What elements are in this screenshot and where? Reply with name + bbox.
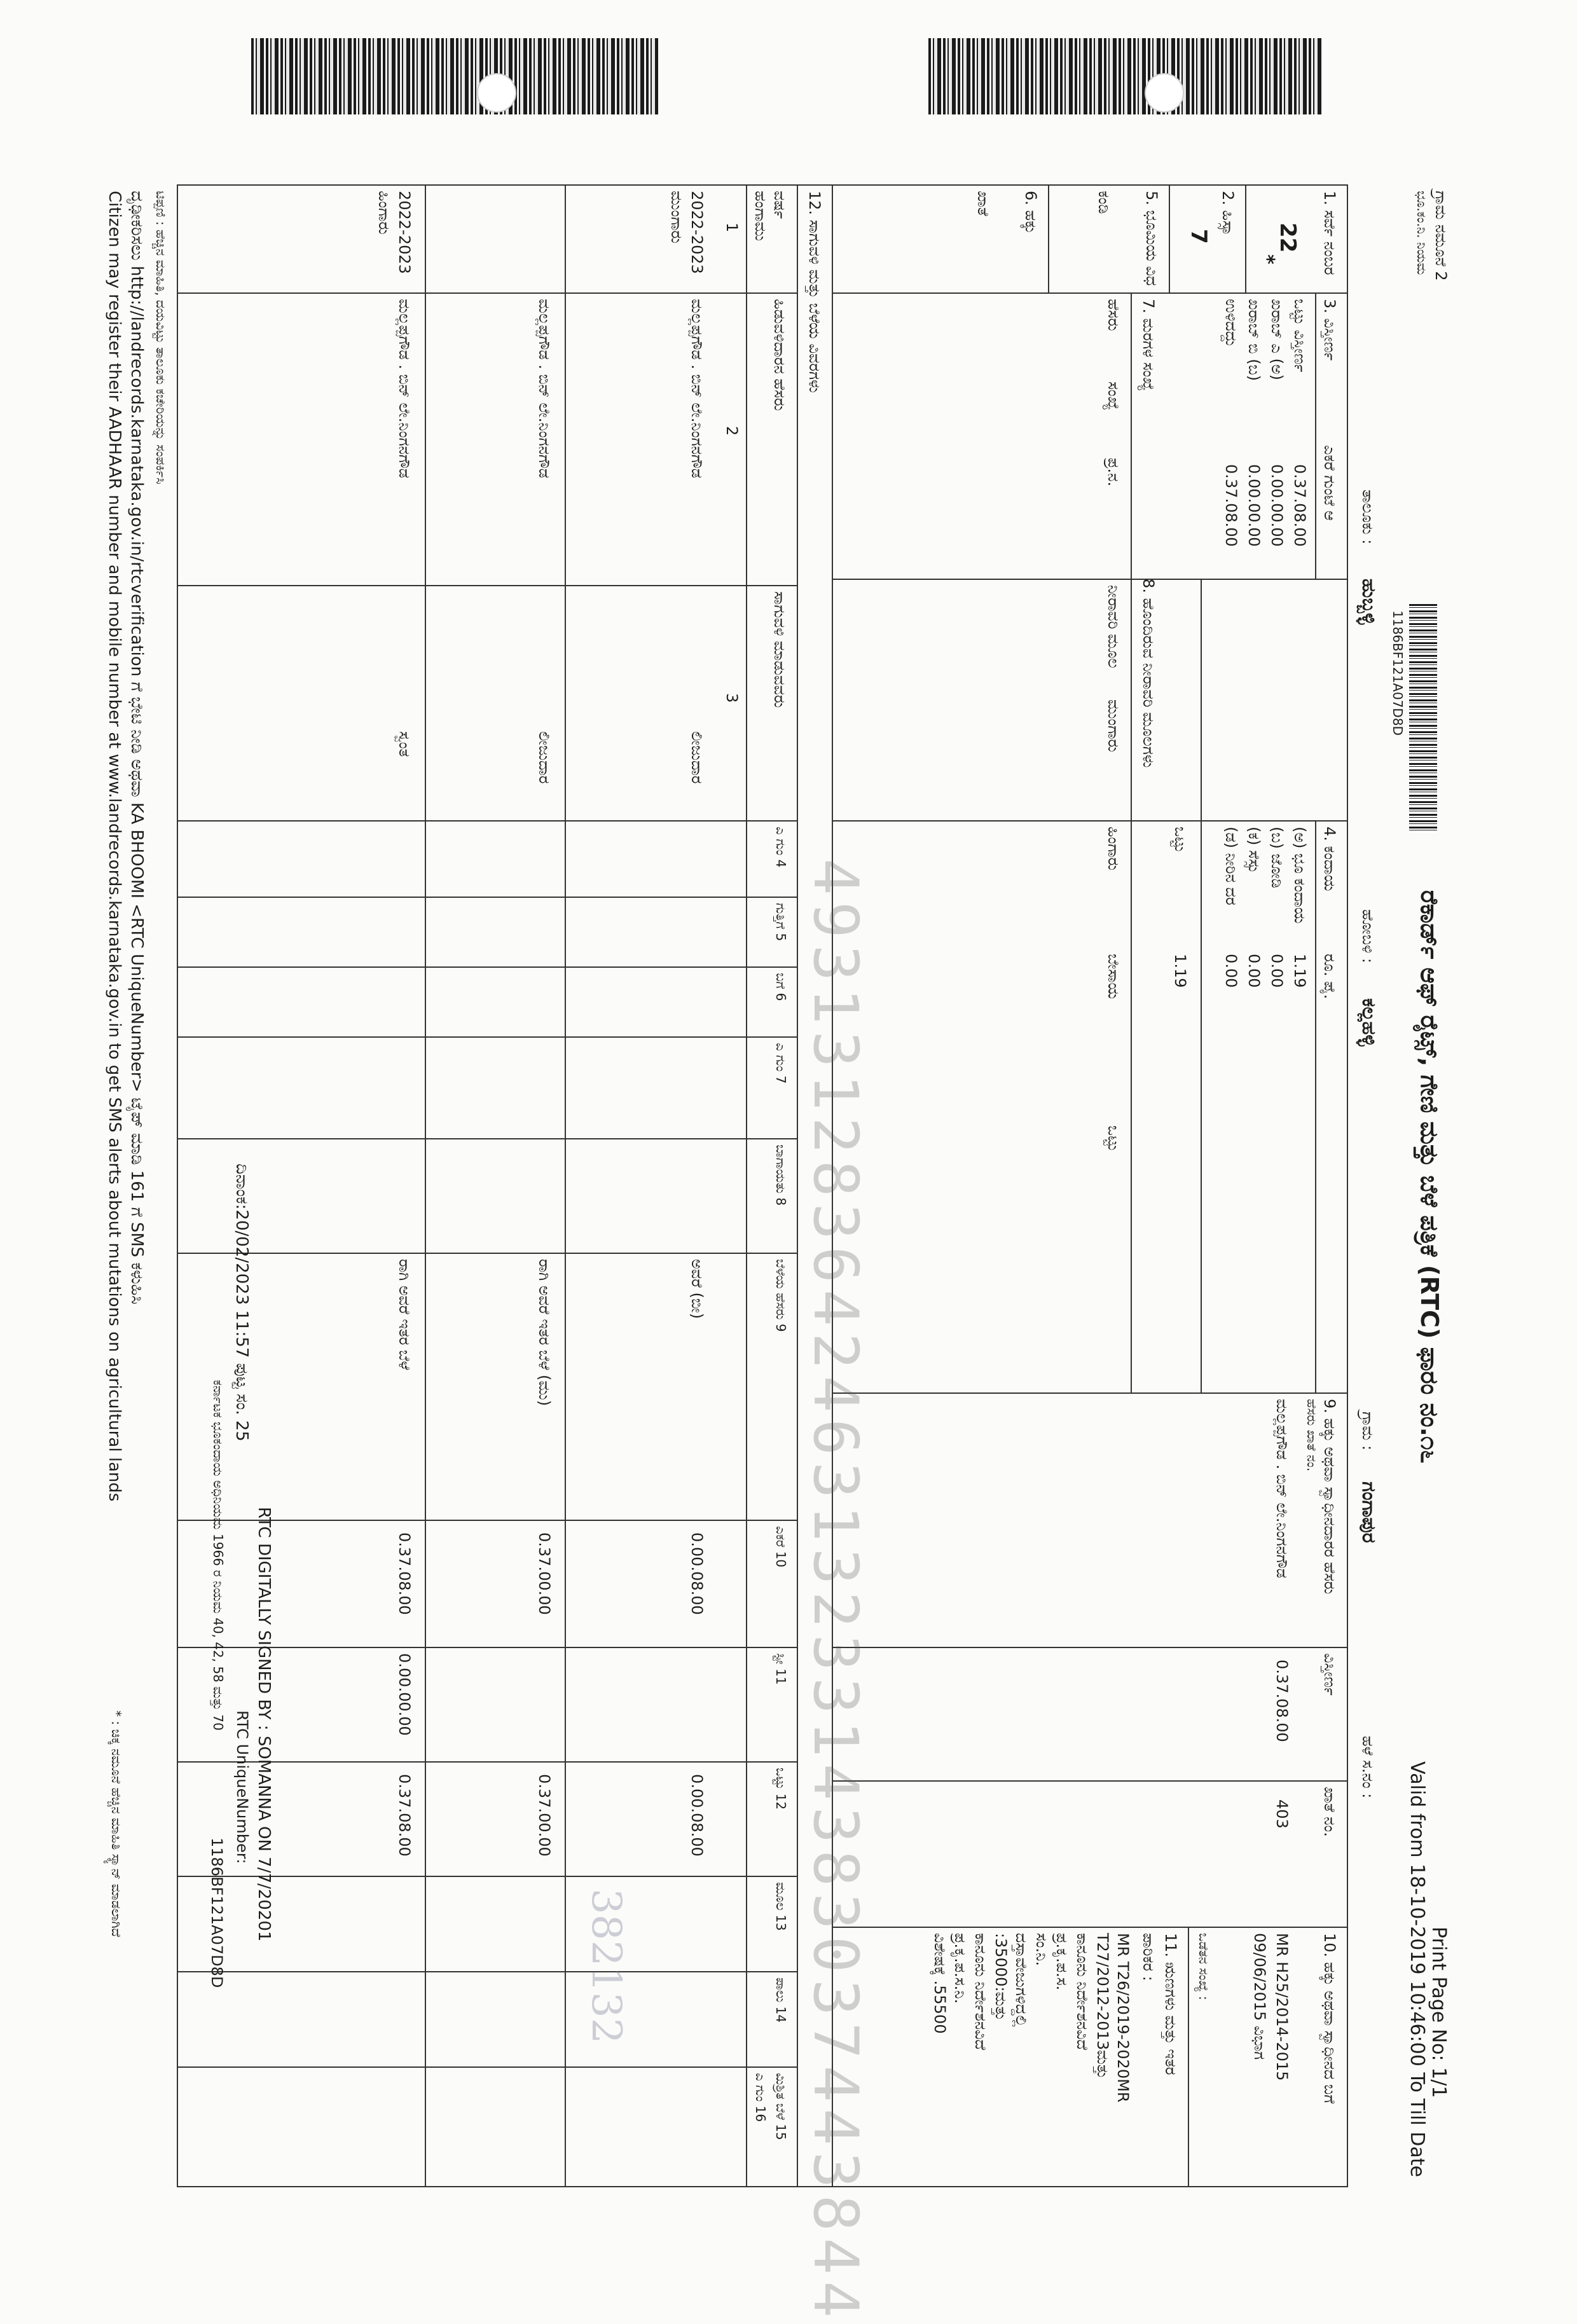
crop-h-season: ಹಂಗಾಮು bbox=[752, 191, 769, 242]
crop-h-13: ಮೂಲ 13 bbox=[773, 1882, 788, 1931]
crop-row-2-crop: ರಾಗಿ ಅವರೆ ಇತರ ಬೆಳೆ (ಮು) bbox=[535, 1259, 553, 1406]
form-number: ಗ್ರಾಮ ನಮೂನೆ 2 bbox=[1432, 191, 1450, 281]
irr-col-1: ಹೆಸರು bbox=[1105, 299, 1122, 331]
area-row-3-value: 0.00.00.00 bbox=[1245, 464, 1263, 547]
owner-name: ಮಲ್ಲಪ್ಪಗೌಡ . ಬಿನ್ ಲೇ.ನಿಂಗನಗೌಡ bbox=[1273, 1399, 1291, 1578]
owner-khata-header: ಖಾತೆ ನಂ. bbox=[1321, 1787, 1339, 1837]
crop-h-cultivator: ಸಾಗುವಳಿ ಮಾಡುವವರು bbox=[771, 591, 788, 708]
crop-h-14: ಪಾಲು 14 bbox=[773, 1977, 788, 2023]
rupees-header: ರೂ. ಪೈ. bbox=[1321, 954, 1339, 1000]
barcode-code: 1186BF121A07D8D bbox=[1390, 610, 1405, 736]
remark-line-4: ಪ್ರ.ಕೃ.ಪ.ಸ. bbox=[1053, 1933, 1071, 1991]
old-survey: ಹಳೆ ಸ.ನಂ : bbox=[1359, 1736, 1377, 1799]
punch-hole-left bbox=[477, 73, 516, 113]
barcode-left bbox=[251, 38, 658, 114]
village-label: ಗ್ರಾಮ : bbox=[1359, 1412, 1377, 1451]
survey-no-label: 1. ಸರ್ವೆ ನಂಬರ bbox=[1321, 191, 1339, 275]
irr-col-3: ಪ್ರ.ನ. bbox=[1105, 458, 1122, 487]
assess-total-label: ಒಟ್ಟು bbox=[1171, 827, 1189, 853]
remark-line-6: ದಸ್ತಾವೇಜುಗಳಿದ್ದಲ್ಲಿ bbox=[1012, 1933, 1030, 2027]
crop-row-1-year: 2022-2023 bbox=[688, 191, 706, 274]
crop-h-15: ಮಿಶ್ರಿತ ಬೆಳೆ 15 bbox=[773, 2073, 788, 2140]
crop-row-1-cultivator: ಲೀಜುದಾರ bbox=[688, 731, 706, 784]
mutation-line-2: 09/06/2015 ವಿಭಾಗ bbox=[1251, 1933, 1269, 2060]
area-row-2-value: 0.00.00.00 bbox=[1268, 464, 1286, 547]
taluk: ಹುಬ್ಬಳ್ಳಿ bbox=[1358, 579, 1380, 625]
assessment-header: 4. ಕಂದಾಯ bbox=[1321, 827, 1339, 891]
small-barcode bbox=[1409, 604, 1437, 833]
crop-colnum-3: 3 bbox=[723, 693, 741, 703]
remarks-sub: ಪಾರಿಕರ : bbox=[1140, 1933, 1157, 1981]
remark-line-7: :35000:ಮತ್ತು bbox=[992, 1933, 1010, 2021]
area-row-3-label: ಖರಾಬ್ ಬಿ (ಬ) bbox=[1245, 299, 1263, 382]
assess-row-4-value: 0.00 bbox=[1222, 954, 1240, 988]
crop-row-1-total: 0.00.08.00 bbox=[688, 1774, 706, 1857]
crop-row-3-total: 0.37.08.00 bbox=[396, 1774, 413, 1857]
punch-hole-right bbox=[1145, 73, 1184, 113]
remark-line-5: ಸಂ.ನಿ. bbox=[1033, 1933, 1050, 1966]
assess-row-3-label: (ಕ) ಸೆಸ್ಸು bbox=[1245, 827, 1263, 874]
irr-col-5: ಮುಂಗಾರು bbox=[1105, 699, 1122, 752]
survey-star: * bbox=[1256, 254, 1278, 265]
footer-unique-label: RTC UniqueNumber: bbox=[233, 1710, 251, 1864]
owner-header: 9. ಹಕ್ಕು ಅಥವಾ ಸ್ವಾಧೀನದಾರರ ಹೆಸರು bbox=[1321, 1399, 1339, 1595]
remark-line-1: MR T26/2019-2020MR bbox=[1114, 1933, 1132, 2103]
mutation-line-1: MR H25/2014-2015 bbox=[1273, 1933, 1291, 2081]
print-page: Print Page No: 1/1 bbox=[1428, 1927, 1450, 2098]
crop-row-3-year: 2022-2023 bbox=[396, 191, 413, 274]
crop-row-3-cultivator: ಸ್ವಂತ bbox=[396, 731, 413, 757]
crop-row-1-area: 0.00.08.00 bbox=[688, 1532, 706, 1615]
trees-header: 7. ಮರಗಳ ಸಂಖ್ಯೆ bbox=[1140, 299, 1157, 391]
assess-row-3-value: 0.00 bbox=[1245, 954, 1263, 988]
crop-h-12: ಒಟ್ಟು 12 bbox=[773, 1768, 788, 1810]
area-row-1-label: ಒಟ್ಟು ವಿಸ್ತೀರ್ಣ bbox=[1291, 299, 1309, 373]
valid-from: Valid from 18-10-2019 10:46:00 To Till Date bbox=[1406, 1761, 1428, 2178]
assess-total: 1.19 bbox=[1171, 954, 1189, 988]
watermark: 4931312836424631323314383037443844 bbox=[800, 858, 871, 2324]
crop-row-3-area: 0.37.08.00 bbox=[396, 1532, 413, 1615]
footer-bottom-note: ಟಿಪ್ಪಣಿ : ಹೆಚ್ಚಿನ ಮಾಹಿತಿ, ದಯವಿಟ್ಟು ತಾಲೂಕು ಕಚೇರಿಯನ್ನು ಸಂಪರ್ಕಿಸಿ bbox=[153, 191, 169, 485]
crop-h-10: ಎಕರೆ 10 bbox=[773, 1526, 788, 1568]
assess-row-2-label: (ಬ) ಜೋಡಿ bbox=[1268, 827, 1286, 889]
crop-row-3-extra: 0.00.00.00 bbox=[396, 1653, 413, 1736]
remark-line-8: ಕಾನೂನು ನಿರ್ದೇಶನವಿದೆ bbox=[972, 1933, 989, 2051]
owner-subheader: ಹೆಸರು ಖಾತೆ ನಂ. bbox=[1304, 1399, 1319, 1472]
col6-value: ಖಾತೆ bbox=[974, 191, 992, 216]
tenure-label: 5. ಭೂಮಿಯ ವಿಧ bbox=[1143, 191, 1160, 286]
assess-row-1-label: (ಅ) ಭೂ ಕಂದಾಯ bbox=[1291, 827, 1309, 924]
crop-colnum-2: 2 bbox=[723, 426, 741, 436]
remarks-header: 11. ಋಣಗಳು ಮತ್ತು ಇತರ bbox=[1162, 1933, 1180, 2075]
crop-row-2-area: 0.37.00.00 bbox=[535, 1532, 553, 1615]
footer-verify: ದೃಢೀಕರಿಸಲು http://landrecords.karnataka.gov.in/rtcverification ಗೆ ಭೇಟಿ ನೀಡಿ ಅಥವಾ KA BHOOMI <RTC UniqueNumber> ಟೈಪ್ ಮಾಡಿ 161 ಗೆ SMS ಕಳುಹಿಸಿ bbox=[127, 191, 146, 1305]
crop-h-7: ಎ ಗುಂ 7 bbox=[773, 1043, 788, 1084]
remark-line-3: ಕಾನೂನು ನಿರ್ದೇಶನವಿದೆ bbox=[1073, 1933, 1091, 2051]
hobli: ಕಲ್ಲಹಳ್ಳಿ bbox=[1358, 998, 1380, 1047]
crop-h-year: ವರ್ಷ bbox=[771, 191, 788, 219]
owner-khata: 403 bbox=[1273, 1799, 1291, 1829]
page-title: ರೆಕಾರ್ಡ್ ಆಫ್ ರೈಟ್ಸ್, ಗೇಣಿ ಮತ್ತು ಬೆಳೆ ಪತ್ರಿಕೆ (RTC) ಫಾರಂ ನಂ.೧೬ bbox=[1415, 890, 1443, 1464]
crop-row-3-season: ಹಿಂಗಾರು bbox=[375, 191, 393, 235]
crop-h-owner: ಹಿಡುವಳಿದಾರನ ಹೆಸರು bbox=[771, 299, 788, 411]
mutation-header: 10. ಹಕ್ಕು ಅಥವಾ ಸ್ವಾಧೀನದ ಬಗೆ bbox=[1321, 1933, 1339, 2104]
crop-row-3-owner: ಮಲ್ಲಪ್ಪಗೌಡ . ಬಿನ್ ಲೇ.ನಿಂಗನಗೌಡ bbox=[396, 299, 413, 478]
assess-row-2-value: 0.00 bbox=[1268, 954, 1286, 988]
irrigation-header: 8. ಹೊಂದಿರುವ ನೀರಾವರಿ ಮೂಲಗಳು bbox=[1140, 579, 1157, 768]
assess-row-1-value: 1.19 bbox=[1291, 954, 1309, 988]
footer-date: ದಿನಾಂಕ:20/02/2023 11:57 ಪುಟ್ಟ ಸಂ. 25 bbox=[232, 1164, 251, 1441]
crop-row-2-owner: ಮಲ್ಲಪ್ಪಗೌಡ . ಬಿನ್ ಲೇ.ನಿಂಗನಗೌಡ bbox=[535, 299, 553, 478]
area-row-4-label: ಉಳಿದದ್ದು bbox=[1222, 299, 1240, 348]
hissa-label: 2. ಹಿಸ್ಸಾ bbox=[1219, 191, 1237, 236]
crop-row-2-cultivator: ಲೀಜುದಾರ bbox=[535, 731, 553, 784]
irr-col-2: ಸಂಖ್ಯೆ bbox=[1105, 382, 1122, 411]
hissa: 7 bbox=[1186, 229, 1211, 244]
crop-h-6: ಬಗೆ 6 bbox=[773, 973, 788, 1001]
area-unit-header: ಎಕರೆ ಗುಂಟೆ ಆ bbox=[1321, 445, 1339, 521]
crop-h-9: ಬೆಳೆಯ ಹೆಸರು 9 bbox=[773, 1259, 788, 1332]
irr-col-6: ಹಿಂಗಾರು bbox=[1105, 827, 1122, 870]
crop-row-1-crop: ಅವರೆ (ಬೀ) bbox=[688, 1259, 706, 1319]
crop-h-5: ಗುತ್ತಿಗೆ 5 bbox=[773, 903, 788, 942]
rtc-form bbox=[89, 172, 1456, 2324]
footer-note-act: ಕರ್ನಾಟಕ ಭೂಕಂದಾಯ ಅಧಿನಿಯಮ 1966 ರ ನಿಯಮ 40, 42, 58 ಮತ್ತು 70 bbox=[210, 1380, 226, 1731]
col6-label: 6. ಹಕ್ಕು bbox=[1022, 191, 1040, 234]
footer-unique-value: 1186BF121A07D8D bbox=[208, 1838, 226, 1988]
area-row-1-value: 0.37.08.00 bbox=[1291, 464, 1309, 547]
tenancy-label: ಒಡೆತನ ಸಂಖ್ಯೆ : bbox=[1196, 1933, 1211, 2000]
area-row-4-value: 0.37.08.00 bbox=[1222, 464, 1240, 547]
footer-star-note: * : ಚಿಕ್ಕ ನಮೂನೆ ಹೆಚ್ಚಿನ ಮಾಹಿತಿ ಸ್ಕ್ಯಾನ್ ಮಾಡಲಾಗಿದೆ bbox=[109, 1710, 124, 1937]
crop-table-title: 12. ಸಾಗುವಳಿ ಮತ್ತು ಬೆಳೆಯ ವಿವರಗಳು bbox=[806, 191, 823, 393]
crop-h-16: ಎ ಗುಂ 16 bbox=[753, 2073, 768, 2122]
owner-area: 0.37.08.00 bbox=[1273, 1660, 1291, 1742]
crop-h-4: ಎ ಗುಂ 4 bbox=[773, 827, 788, 868]
barcode-right bbox=[928, 38, 1323, 114]
stamp-digits: 382132 bbox=[582, 1888, 630, 2044]
irr-col-8: ಒಟ್ಟು bbox=[1105, 1125, 1122, 1152]
area-row-2-label: ಖರಾಬ್ ಎ (ಅ) bbox=[1268, 299, 1286, 381]
area-header: 3. ವಿಸ್ತೀರ್ಣ bbox=[1321, 299, 1339, 361]
crop-row-3-crop: ರಾಗಿ ಅವರೆ ಇತರ ಬೆಳೆ bbox=[396, 1259, 413, 1370]
irr-col-4: ನೀರಾವರಿ ಮೂಲ bbox=[1105, 585, 1122, 668]
remark-line-9: ಪ್ರ.ಕೃ.ಪ.ಸ.ನಿ. bbox=[951, 1933, 969, 2004]
remark-line-2: T27/2012-2013ಮತ್ತು bbox=[1094, 1933, 1112, 2079]
footer-signed: RTC DIGITALLY SIGNED BY : SOMANNA ON 7/7/20201 bbox=[254, 1507, 273, 1942]
crop-h-11: ಸ್ಟೀ 11 bbox=[773, 1653, 788, 1685]
taluk-label: ತಾಲೂಕು : bbox=[1359, 490, 1377, 545]
footer-citizen: Citizen may register their AADHAAR number and mobile number at www.landrecords.karnataka.gov.in to get SMS alerts about mutations on agricultural lands bbox=[105, 191, 124, 1502]
irr-col-7: ಬೇಸಾಯ bbox=[1105, 954, 1122, 1000]
crop-row-1-season: ಮುಂಗಾರು bbox=[668, 191, 685, 244]
crop-colnum-1: 1 bbox=[723, 223, 741, 233]
assess-row-4-label: (ಡ) ನೀರಿನ ದರ bbox=[1222, 827, 1240, 905]
remark-line-10: ವಿಶೇಷಕ್ಕೆ .55500 bbox=[931, 1933, 949, 2034]
crop-h-8: ಬಾಗಾಯತು 8 bbox=[773, 1145, 788, 1206]
crop-row-1-owner: ಮಲ್ಲಪ್ಪಗೌಡ . ಬಿನ್ ಲೇ.ನಿಂಗನಗೌಡ bbox=[688, 299, 706, 478]
hobli-label: ಹೋಬಳಿ : bbox=[1359, 909, 1377, 963]
crop-row-2-total: 0.37.00.00 bbox=[535, 1774, 553, 1857]
survey-no: 22 bbox=[1275, 223, 1300, 253]
form-rule: ಭೂ.ಕಂ.ನಿ. ನಿಯಮ bbox=[1414, 191, 1429, 275]
owner-area-header: ವಿಸ್ತೀರ್ಣ bbox=[1321, 1653, 1339, 1696]
village: ಗಂಗಾಪುರ bbox=[1358, 1482, 1380, 1543]
soil-label: ಕಂಡಿ bbox=[1095, 191, 1113, 214]
